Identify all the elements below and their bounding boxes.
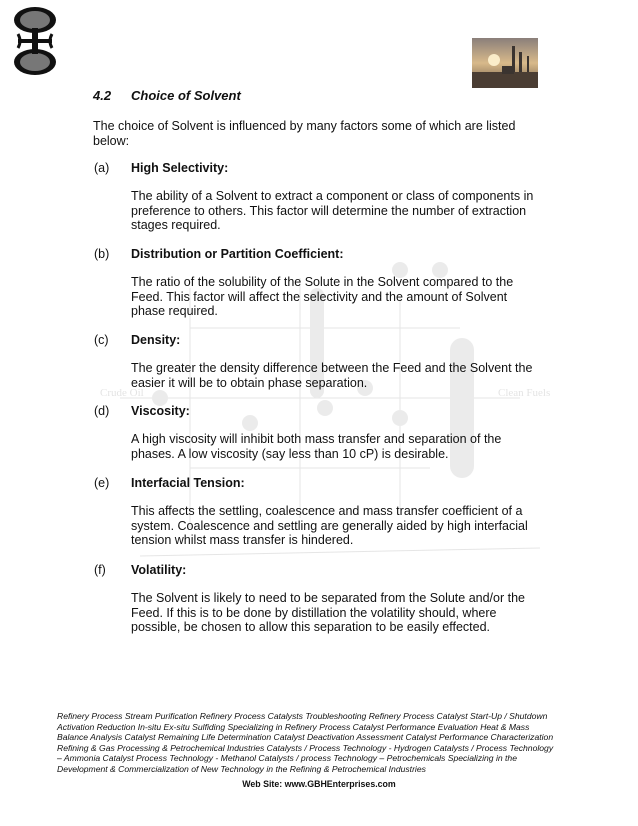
company-logo xyxy=(12,6,58,76)
footer-services-text: Refinery Process Stream Purification Refinery Process Catalysts Troubleshooting Refinery Process Catalyst Start-Up / Shutdown Activation Reduction In-situ Ex-situ Sulfiding Specializing in Refinery Process Catalyst Performance Evaluation Heat & Mass Balance Analysis Catalyst Remaining Life Determination Catalyst Deactivation Assessment Catalyst Performance Characterization Refining & Gas Processing & Petrochemical Industries Catalysts / Process Technology - Hydrogen Catalysts / Process Technology – Ammonia Catalyst Process Technology - Methanol Catalysts / process Technology – Petrochemicals Specializing in the Development & Commercialization of New Technology in the Refining & Petrochemical Industries xyxy=(57,711,554,774)
watermark-left-label: Crude Oil xyxy=(100,387,144,399)
item-c-title: Density: xyxy=(131,333,181,347)
refinery-photo xyxy=(472,38,538,88)
item-e-body: This affects the settling, coalescence and mass transfer coefficient of a system. Coalescence and settling are generally aided by high interfacial tension whilst mass transfer is hindered. xyxy=(131,504,528,547)
footer-website: Web Site: www.GBHEnterprises.com xyxy=(242,779,396,789)
item-e-label: (e) xyxy=(94,476,110,490)
item-b-body: The ratio of the solubility of the Solute in the Solvent compared to the Feed. This factor will affect the selectivity and the amount of Solvent phase required. xyxy=(131,275,514,318)
section-heading xyxy=(93,88,241,103)
item-a-title: High Selectivity: xyxy=(131,161,229,175)
item-b-title: Distribution or Partition Coefficient: xyxy=(131,247,344,261)
item-b-label: (b) xyxy=(94,247,110,261)
item-d-body: A high viscosity will inhibit both mass transfer and separation of the phases. A low viscosity (say less than 10 cP) is desirable. xyxy=(131,432,502,461)
intro-paragraph: The choice of Solvent is influenced by many factors some of which are listed below: xyxy=(93,119,516,148)
item-e-title: Interfacial Tension: xyxy=(131,476,245,490)
item-c-label: (c) xyxy=(94,333,109,347)
item-a-label: (a) xyxy=(94,161,110,175)
item-f-title: Volatility: xyxy=(131,563,187,577)
item-a-body: The ability of a Solvent to extract a component or class of components in preference to others. This factor will determine the number of extraction stages required. xyxy=(131,189,534,232)
item-c-body: The greater the density difference between the Feed and the Solvent the easier it will be to obtain phase separation. xyxy=(131,361,533,390)
section-title: Choice of Solvent xyxy=(131,88,241,103)
section-number: 4.2 xyxy=(93,88,112,103)
item-f-label: (f) xyxy=(94,563,106,577)
item-d-title: Viscosity: xyxy=(131,404,190,418)
item-f-body: The Solvent is likely to need to be separated from the Solute and/or the Feed. If this is to be done by distillation the volatility should, where possible, be chosen to allow this separation to be easily effected. xyxy=(131,591,525,634)
watermark-right-label: Clean Fuels xyxy=(498,387,551,399)
item-d-label: (d) xyxy=(94,404,110,418)
